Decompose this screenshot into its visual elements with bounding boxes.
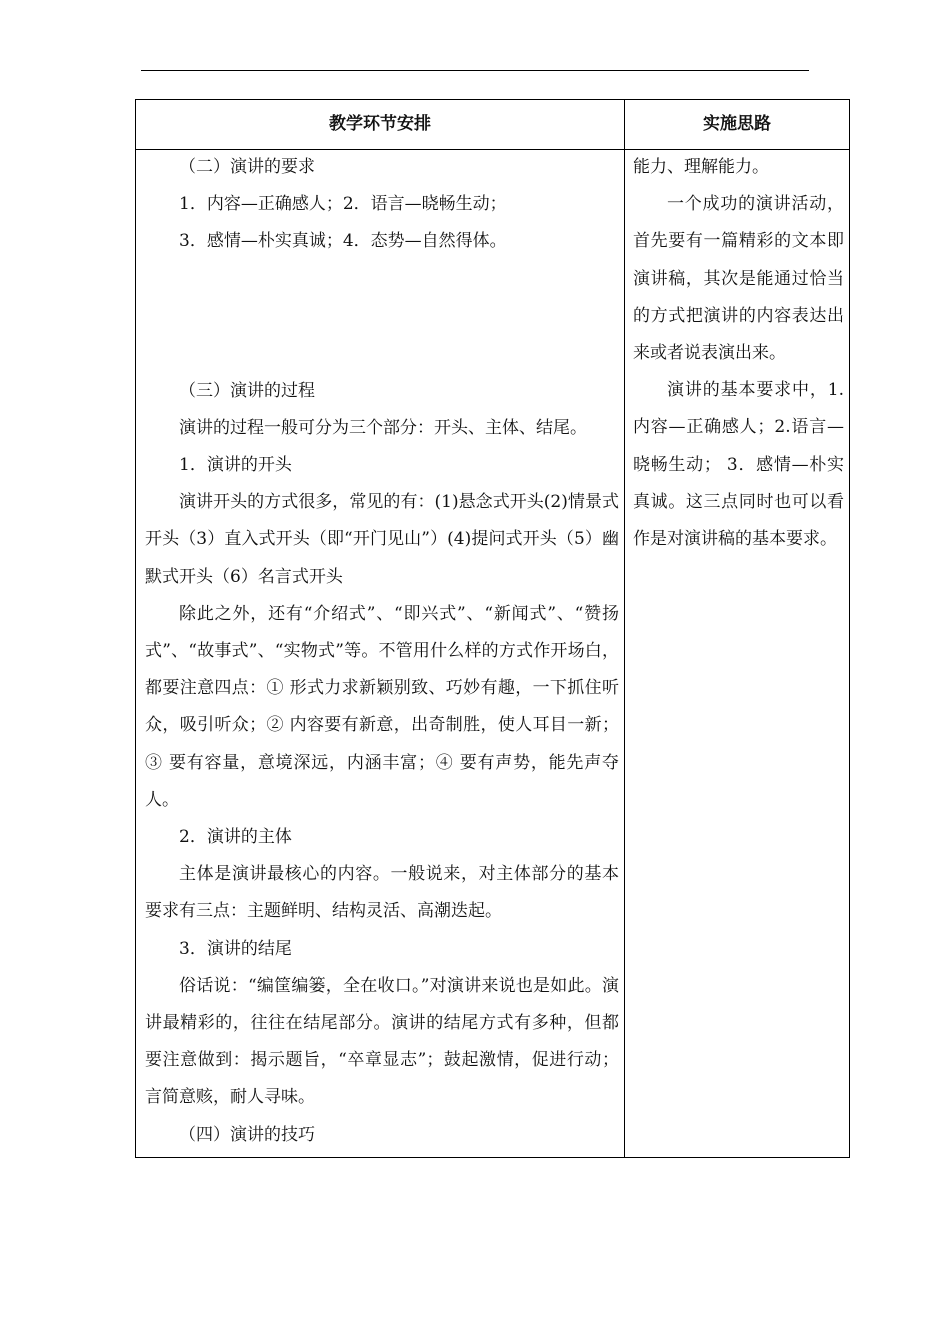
paragraph: 3．感情—朴实真诚；4．态势—自然得体。 xyxy=(179,231,507,252)
header-rule xyxy=(141,70,809,71)
subheading-body: 2．演讲的主体 xyxy=(179,827,292,848)
column-header-teaching-steps: 教学环节安排 xyxy=(329,114,431,134)
paragraph: 演讲的基本要求中，1.内容—正确感人；2.语言—晓畅生动； 3．感情—朴实真诚。这三点同时也可以看作是对演讲稿的基本要求。 xyxy=(633,380,844,550)
paragraph: 俗话说：“编筐编篓，全在收口。”对演讲来说也是如此。演讲最精彩的，往往在结尾部分。演讲的结尾方式有多种，但都要注意做到：揭示题旨，“卒章显志”；鼓起激情，促进行动；言简意赅，耐人寻味。 xyxy=(145,975,619,1108)
lesson-table xyxy=(135,99,850,1158)
column-divider xyxy=(624,100,625,1157)
section-heading-process: （三）演讲的过程 xyxy=(179,380,315,401)
paragraph: 一个成功的演讲活动，首先要有一篇精彩的文本即演讲稿，其次是能通过恰当的方式把演讲的内容表达出来或者说表演出来。 xyxy=(633,194,844,364)
section-heading-requirements: （二）演讲的要求 xyxy=(179,157,315,177)
column-header-implementation: 实施思路 xyxy=(703,114,771,134)
paragraph: 能力、理解能力。 xyxy=(633,157,769,177)
paragraph: 演讲开头的方式很多，常见的有：(1)悬念式开头(2)情景式开头（3）直入式开头（即“开门见山”）(4)提问式开头（5）幽默式开头（6）名言式开头 xyxy=(145,492,619,587)
section-heading-techniques: （四）演讲的技巧 xyxy=(179,1124,315,1145)
paragraph: 除此之外，还有“介绍式”、“即兴式”、“新闻式”、“赞扬式”、“故事式”、“实物式”等。不管用什么样的方式作开场白，都要注意四点：① 形式力求新颖别致、巧妙有趣，一下抓住听众，吸引听众；② 内容要有新意，出奇制胜，使人耳目一新；③ 要有容量，意境深远，内涵丰富；④ 要有声势，能先声夺人。 xyxy=(145,603,619,810)
paragraph: 主体是演讲最核心的内容。一般说来，对主体部分的基本要求有三点：主题鲜明、结构灵活、高潮迭起。 xyxy=(145,864,619,922)
paragraph: 演讲的过程一般可分为三个部分：开头、主体、结尾。 xyxy=(179,417,587,438)
paragraph: 1．内容—正确感人；2．语言—晓畅生动； xyxy=(179,194,507,215)
teaching-steps-cell xyxy=(145,149,619,1154)
implementation-cell xyxy=(633,149,844,558)
subheading-ending: 3．演讲的结尾 xyxy=(179,938,292,959)
subheading-opening: 1．演讲的开头 xyxy=(179,455,292,476)
